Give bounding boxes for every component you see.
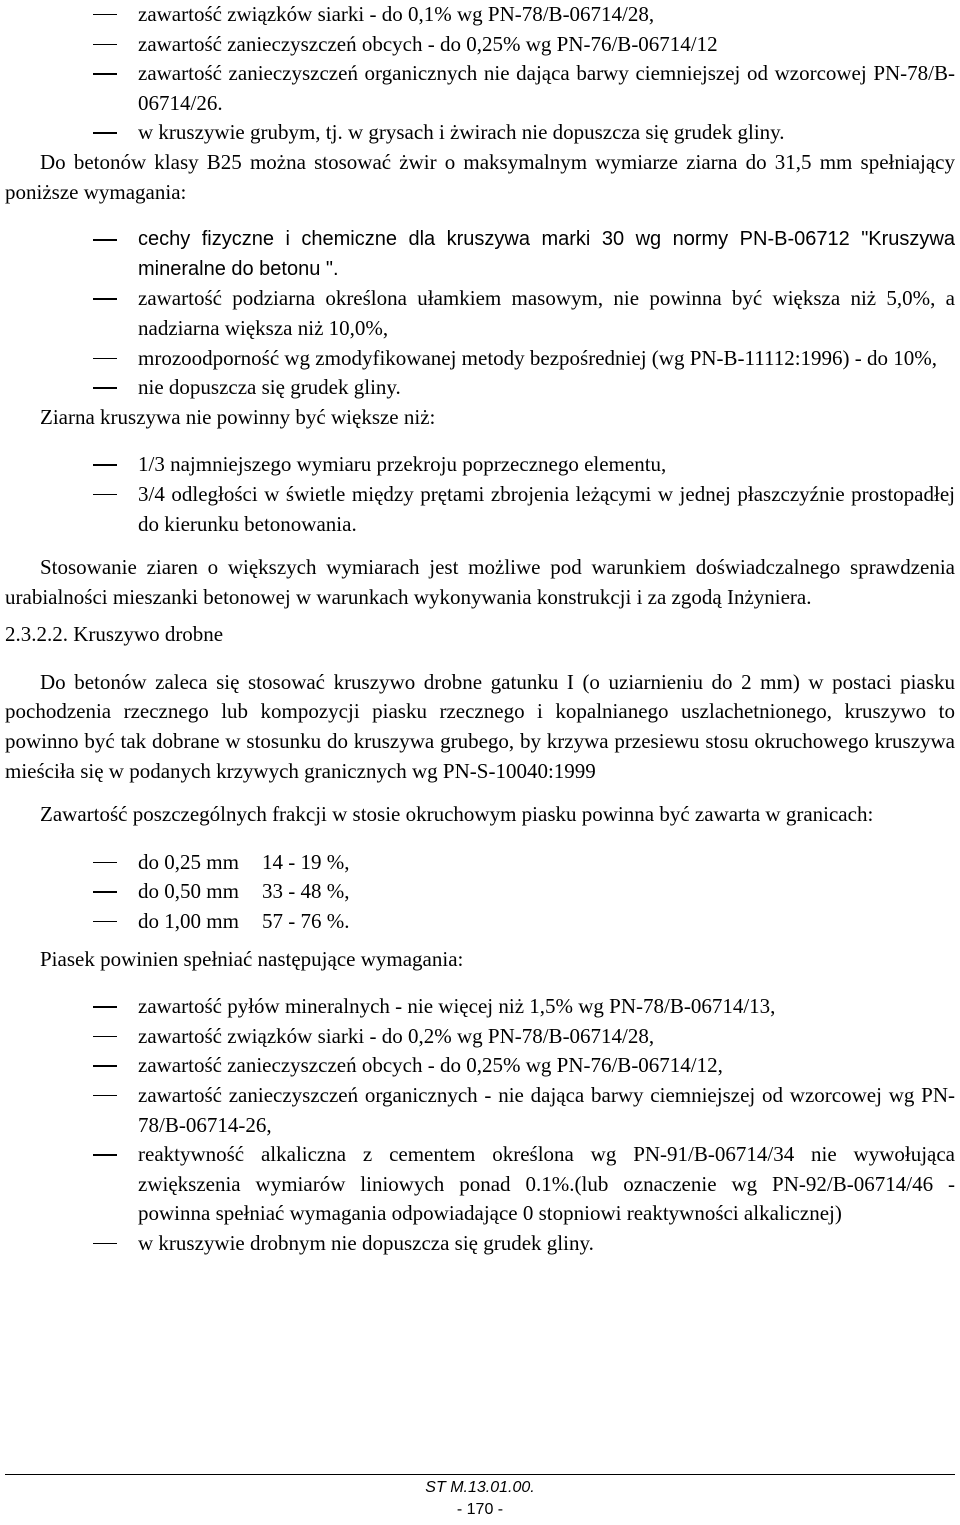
list-item: 3/4 odległości w świetle między prętami zbrojenia leżącymi w jednej płaszczyźnie prostopadłej do kierunku betonowania. — [5, 480, 955, 539]
paragraph-b25: Do betonów klasy B25 można stosować żwir o maksymalnym wymiarze ziarna do 31,5 mm spełniający poniższe wymagania: — [5, 149, 955, 204]
page-number: - 170 - — [456, 1501, 504, 1518]
dash-bullet-icon — [93, 132, 117, 133]
list-sand-requirements — [5, 992, 955, 1258]
dash-bullet-icon — [93, 891, 117, 892]
paragraph-sand-requirements: Piasek powinien spełniać następujące wymagania: — [40, 946, 464, 971]
dash-bullet-icon — [93, 387, 117, 388]
dash-bullet-icon — [93, 298, 117, 299]
dash-bullet-icon — [93, 1243, 117, 1244]
list-item: zawartość zanieczyszczeń organicznych - nie dająca barwy ciemniejszej od wzorcowej wg PN-78/B-06714-26, — [5, 1081, 955, 1140]
paragraph-grain-size: Ziarna kruszywa nie powinny być większe niż: — [40, 404, 436, 429]
list-gravel-requirements — [5, 225, 955, 403]
list-item: reaktywność alkaliczna z cementem określona wg PN-91/B-06714/34 nie wywołująca zwiększenia wymiarów liniowych ponad 0.1%.(lub oznaczenie wg PN-92/B-06714/46 - powinna spełniać wymagania odpowiadające 0 stopniowi reaktywności alkalicznej) — [5, 1140, 955, 1229]
list-item: nie dopuszcza się grudek gliny. — [5, 373, 955, 403]
list-item: w kruszywie grubym, tj. w grysach i żwirach nie dopuszcza się grudek gliny. — [5, 118, 955, 148]
dash-bullet-icon — [93, 14, 117, 15]
dash-bullet-icon — [93, 239, 117, 240]
list-item: zawartość podziarna określona ułamkiem masowym, nie powinna być większa niż 5,0%, a nadziarna większa niż 10,0%, — [5, 284, 955, 343]
dash-bullet-icon — [93, 1036, 117, 1037]
dash-bullet-icon — [93, 358, 117, 359]
list-item: w kruszywie drobnym nie dopuszcza się grudek gliny. — [5, 1229, 955, 1259]
list-item: zawartość związków siarki - do 0,1% wg PN-78/B-06714/28, — [5, 0, 955, 30]
list-item: zawartość zanieczyszczeń organicznych nie dająca barwy ciemniejszej od wzorcowej PN-78/B-06714/26. — [5, 59, 955, 118]
list-item: do 1,00 mm 57 - 76 %. — [5, 907, 955, 937]
footer-divider — [5, 1474, 955, 1475]
dash-bullet-icon — [93, 1065, 117, 1066]
dash-bullet-icon — [93, 1154, 117, 1155]
dash-bullet-icon — [93, 494, 117, 495]
list-item: zawartość zanieczyszczeń obcych - do 0,25% wg PN-76/B-06714/12 — [5, 30, 955, 60]
list-fraction-ranges — [5, 848, 955, 937]
paragraph-larger-grains: Stosowanie ziaren o większych wymiarach jest możliwe pod warunkiem doświadczalnego sprawdzenia urabialności mieszanki betonowej w warunkach wykonywania konstrukcji i za zgodą Inżyniera. — [5, 555, 955, 609]
list-item: 1/3 najmniejszego wymiaru przekroju poprzecznego elementu, — [5, 450, 955, 480]
list-item: cechy fizyczne i chemiczne dla kruszywa marki 30 wg normy PN-B-06712 "Kruszywa mineralne do betonu ". — [5, 225, 955, 284]
list-item: zawartość związków siarki - do 0,2% wg PN-78/B-06714/28, — [5, 1022, 955, 1052]
dash-bullet-icon — [93, 73, 117, 74]
dash-bullet-icon — [93, 921, 117, 922]
dash-bullet-icon — [93, 464, 117, 465]
list-item: do 0,25 mm 14 - 19 %, — [5, 848, 955, 878]
paragraph-fractions: Zawartość poszczególnych frakcji w stosie okruchowym piasku powinna być zawarta w granicach: — [40, 802, 874, 827]
list-item: mrozoodporność wg zmodyfikowanej metody bezpośredniej (wg PN-B-11112:1996) - do 10%, — [5, 344, 955, 374]
list-item: do 0,50 mm 33 - 48 %, — [5, 877, 955, 907]
section-heading: 2.3.2.2. Kruszywo drobne — [5, 622, 224, 647]
list-grain-limits — [5, 450, 955, 539]
paragraph-fine-aggregate: Do betonów zaleca się stosować kruszywo drobne gatunku I (o uziarnieniu do 2 mm) w postaci piasku pochodzenia rzecznego lub kompozycji piasku rzecznego i kopalnianego uszlachetnionego, kruszywo to powinno być tak dobrane w stosunku do kruszywa grubego, by krzywa przesiewu stosu okruchowego kruszywa mieściła się w podanych krzywych granicznych wg PN-S-10040:1999 — [5, 669, 955, 783]
page-content — [5, 0, 955, 1259]
page-footer — [0, 1477, 960, 1521]
dash-bullet-icon — [93, 44, 117, 45]
list-item: zawartość zanieczyszczeń obcych - do 0,25% wg PN-76/B-06714/12, — [5, 1051, 955, 1081]
dash-bullet-icon — [93, 862, 117, 863]
list-coarse-aggregate-limits — [5, 0, 955, 148]
spec-code: ST M.13.01.00. — [425, 1479, 535, 1496]
dash-bullet-icon — [93, 1006, 117, 1007]
dash-bullet-icon — [93, 1095, 117, 1096]
list-item: zawartość pyłów mineralnych - nie więcej niż 1,5% wg PN-78/B-06714/13, — [5, 992, 955, 1022]
